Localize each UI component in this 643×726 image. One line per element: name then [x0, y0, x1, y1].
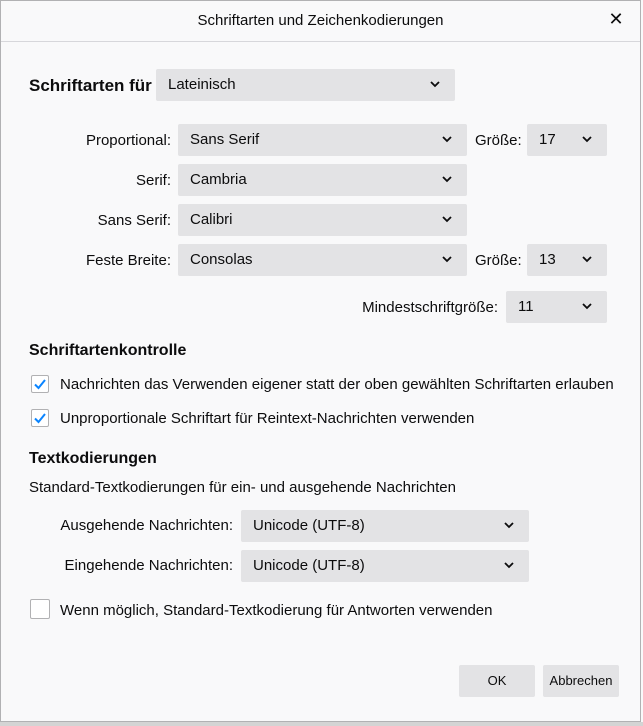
encodings-heading: Textkodierungen — [29, 450, 157, 467]
allow-own-fonts-checkbox[interactable] — [31, 375, 49, 393]
serif-font-value: Cambria — [190, 171, 247, 188]
fonts-for-label: Schriftarten für — [29, 76, 152, 95]
proportional-size-label: Größe: — [475, 132, 522, 149]
encodings-description: Standard-Textkodierungen für ein- und ausgehende Nachrichten — [29, 479, 456, 496]
chevron-down-icon — [429, 78, 441, 90]
close-icon[interactable]: ✕ — [608, 9, 624, 29]
monospace-label: Feste Breite: — [85, 252, 171, 269]
outgoing-encoding-select[interactable] — [241, 510, 529, 542]
ok-button[interactable]: OK — [459, 665, 535, 697]
chevron-down-icon — [581, 253, 593, 265]
chevron-down-icon — [441, 173, 453, 185]
outgoing-encoding-value: Unicode (UTF-8) — [253, 517, 365, 534]
sans-serif-font-select[interactable] — [178, 204, 467, 236]
chevron-down-icon — [581, 300, 593, 312]
outgoing-label: Ausgehende Nachrichten: — [60, 517, 233, 534]
default-reply-encoding-label[interactable]: Wenn möglich, Standard-Textkodierung für Antworten verwenden — [60, 602, 493, 619]
chevron-down-icon — [441, 253, 453, 265]
language-select[interactable] — [156, 69, 455, 101]
incoming-label: Eingehende Nachrichten: — [64, 557, 233, 574]
sans-serif-label: Sans Serif: — [97, 212, 171, 229]
chevron-down-icon — [503, 559, 515, 571]
min-size-value: 11 — [518, 298, 534, 315]
proportional-font-value: Sans Serif — [190, 131, 260, 148]
min-size-select[interactable] — [506, 291, 607, 323]
chevron-down-icon — [581, 133, 593, 145]
proportional-font-select[interactable] — [178, 124, 467, 156]
proportional-size-select[interactable] — [527, 124, 607, 156]
serif-label: Serif: — [135, 172, 171, 189]
chevron-down-icon — [441, 213, 453, 225]
monospace-font-select[interactable] — [178, 244, 467, 276]
sans-serif-font-value: Calibri — [190, 211, 233, 228]
monospace-size-label: Größe: — [475, 252, 522, 269]
monospace-size-select[interactable] — [527, 244, 607, 276]
chevron-down-icon — [503, 519, 515, 531]
serif-font-select[interactable] — [178, 164, 467, 196]
checkmark-icon — [33, 411, 47, 425]
chevron-down-icon — [441, 133, 453, 145]
non-proportional-checkbox[interactable] — [31, 409, 49, 427]
title-bar — [1, 1, 640, 42]
proportional-size-value: 17 — [539, 131, 556, 148]
non-proportional-label[interactable]: Unproportionale Schriftart für Reintext-Nachrichten verwenden — [60, 410, 475, 427]
incoming-encoding-value: Unicode (UTF-8) — [253, 557, 365, 574]
min-size-label: Mindestschriftgröße: — [362, 299, 498, 316]
incoming-encoding-select[interactable] — [241, 550, 529, 582]
default-reply-encoding-checkbox[interactable] — [30, 599, 50, 619]
cancel-button[interactable]: Abbrechen — [543, 665, 619, 697]
proportional-label: Proportional: — [85, 132, 171, 149]
window-shadow — [0, 722, 643, 726]
checkmark-icon — [33, 377, 47, 391]
monospace-size-value: 13 — [539, 251, 556, 268]
dialog-title: Schriftarten und Zeichenkodierungen — [197, 12, 444, 29]
language-select-value: Lateinisch — [168, 76, 236, 93]
allow-own-fonts-label[interactable]: Nachrichten das Verwenden eigener statt der oben gewählten Schriftarten erlauben — [60, 376, 614, 393]
font-control-heading: Schriftartenkontrolle — [29, 342, 187, 359]
monospace-font-value: Consolas — [190, 251, 253, 268]
